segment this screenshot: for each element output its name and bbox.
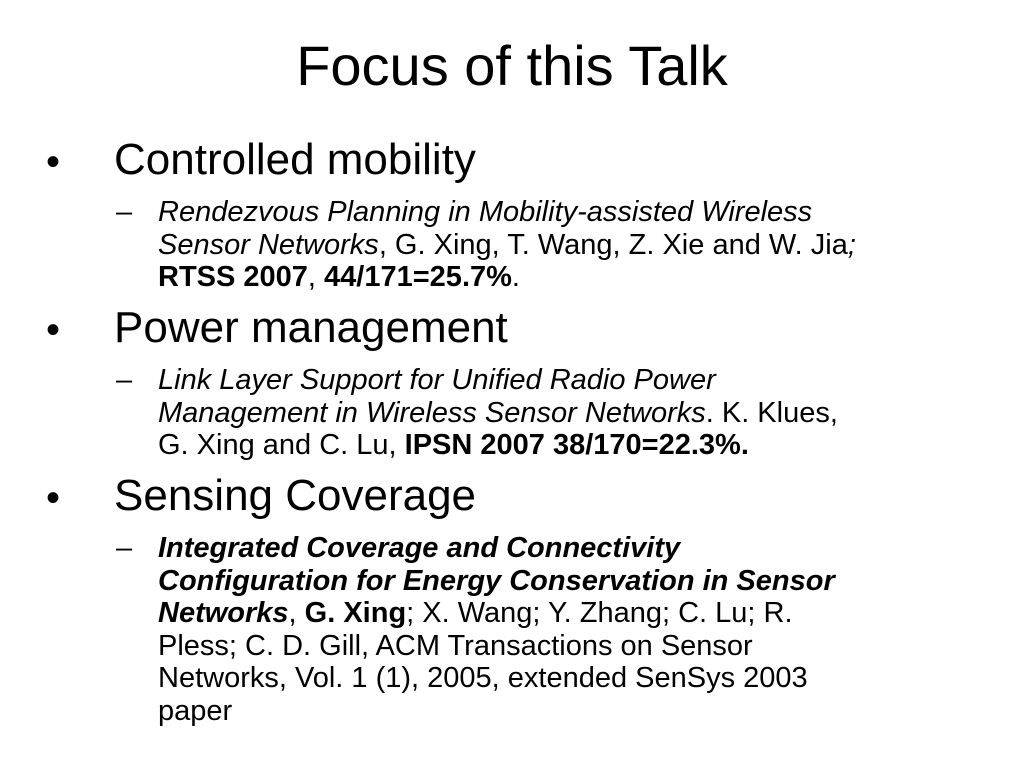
topic-heading: Power management bbox=[114, 303, 508, 352]
reference-text-run: . K. Klues, bbox=[705, 396, 838, 429]
reference-text-run: 44/171=25.7% bbox=[324, 261, 512, 293]
reference-text-run: ; X. Wang; Y. Zhang; C. Lu; R. bbox=[406, 597, 793, 629]
reference-line bbox=[158, 565, 835, 598]
reference-line bbox=[158, 261, 856, 294]
dash-marker: – bbox=[116, 364, 133, 396]
slide-title: Focus of this Talk bbox=[296, 34, 728, 97]
reference-text bbox=[158, 532, 835, 727]
reference-line bbox=[158, 630, 835, 663]
reference-line bbox=[158, 364, 838, 397]
reference-text-run: Link Layer Support for Unified Radio Power bbox=[158, 364, 716, 396]
reference-text-run: Management in Wireless Sensor Networks bbox=[158, 396, 706, 429]
bullet-marker: • bbox=[46, 476, 61, 520]
reference-text-run: G. Xing bbox=[304, 597, 407, 629]
reference-line bbox=[158, 196, 856, 229]
reference-text-run: Sensor Networks bbox=[158, 228, 379, 261]
reference-line bbox=[158, 229, 856, 262]
reference-line bbox=[158, 597, 835, 630]
reference-text-run: ; bbox=[847, 228, 856, 261]
reference-text-run: Networks bbox=[158, 597, 289, 629]
reference-text-run: , bbox=[307, 261, 325, 293]
reference-line bbox=[158, 429, 838, 462]
reference-text bbox=[158, 364, 838, 462]
reference-text-run: G. Xing and C. Lu, bbox=[158, 429, 405, 461]
reference-line bbox=[158, 662, 835, 695]
reference-text-run: Networks, Vol. 1 (1), 2005, extended SenSys 2003 bbox=[158, 662, 808, 694]
reference-text-run: , bbox=[288, 597, 305, 629]
reference-text-run: Rendezvous Planning in Mobility-assisted Wireless bbox=[158, 196, 813, 228]
reference-text-run: Integrated Coverage and Connectivity bbox=[158, 532, 681, 564]
reference-text-run: . bbox=[511, 261, 520, 293]
reference-line bbox=[158, 397, 838, 430]
reference-line bbox=[158, 695, 835, 728]
reference-text-run: IPSN 2007 38/170=22.3%. bbox=[404, 429, 749, 461]
dash-marker: – bbox=[116, 532, 133, 564]
topic-heading: Controlled mobility bbox=[114, 135, 476, 184]
reference-text-run: Pless; C. D. Gill, ACM Transactions on Sensor bbox=[158, 629, 753, 662]
bullet-marker: • bbox=[46, 140, 61, 184]
reference-text bbox=[158, 196, 856, 294]
dash-marker: – bbox=[116, 196, 133, 228]
reference-text-run: paper bbox=[158, 694, 233, 727]
reference-line bbox=[158, 532, 835, 565]
reference-text-run: Configuration for Energy Conservation in Sensor bbox=[158, 564, 835, 597]
reference-text-run: , G. Xing, T. Wang, Z. Xie and W. Jia bbox=[378, 228, 848, 261]
topic-heading: Sensing Coverage bbox=[114, 471, 477, 520]
bullet-marker: • bbox=[46, 308, 61, 352]
reference-text-run: RTSS 2007 bbox=[158, 261, 308, 293]
